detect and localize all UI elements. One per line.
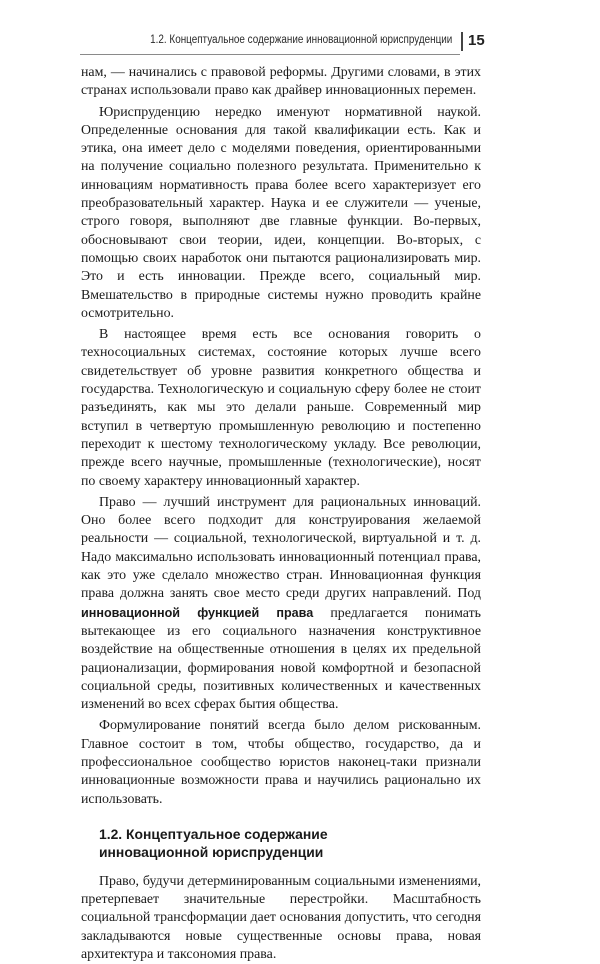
paragraph-text: предлагается понимать вытекающее из его социального назначения конструктивное воздействие на общественные отношения в целях их предельной рационализации, формирования новой комфортной и безопасной социальной среды, позитивных количественных и качественных изменений во всех сферах бытия общества. (81, 605, 482, 713)
defined-term: инновационной функцией права (81, 605, 314, 620)
running-header-title: 1.2. Концептуальное содержание инновационной юриспруденции (149, 34, 452, 46)
paragraph: В настоящее время есть все основания говорить о техносоциальных системах, состояние которых лучше всего свидетельствует об уровне развития конкретного общества и государства. Технологическую и социальную сферу более не стоит разъединять, как мы это делали раньше. Современный мир вступил в четвертую промышленную революцию и постепенно переходит к шестому технологическому укладу. Все революции, прежде всего научные, промышленные (технологические), носят по своему характеру инновационный характер. (81, 327, 481, 489)
paragraph-with-term (81, 494, 481, 715)
paragraph-text: Право — лучший инструмент для рациональных инноваций. Оно более всего подходит для конструирования желаемой реальности — социальной, технологической, виртуальной и т. д. Надо максимально использовать инновационный потенциал права, как это уже сделало множество стран. Инновационная функция права должна занять свое место среди других направлений. Под (81, 494, 481, 602)
section-heading-line: инновационной юриспруденции (99, 843, 324, 860)
paragraph: Формулирование понятий всегда было делом рискованным. Главное состоит в том, чтобы общество, государство, да и профессиональное сообщество юристов наконец-таки признали инновационные возможности права и научились рационально их использовать. (81, 718, 481, 807)
paragraph-continued: нам, — начинались с правовой реформы. Другими словами, в этих странах использовали право как драйвер инновационных перемен. (81, 65, 481, 99)
header-rule (80, 54, 460, 55)
page-number: 15 (468, 32, 485, 49)
header-divider (461, 32, 463, 51)
section-heading (99, 825, 481, 861)
paragraph: Право, будучи детерминированным социальными изменениями, претерпевает значительные перестройки. Масштабность социальной трансформации дает основания допустить, что сегодня закладываются новые существенные основы права, новая архитектура и таксономия права. (81, 873, 481, 963)
paragraph: Юриспруденцию нередко именуют нормативной наукой. Определенные основания для такой квалификации есть. Как и этика, она имеет дело с моделями поведения, ориентированными на получение социально полезного результата. Применительно к инновациям нормативность права более всего характеризует его преобразовательный характер. Наука и ее служители — ученые, строго говоря, выполняют две главные функции. Во-первых, обосновывают свои теории, идеи, концепции. Во-вторых, с помощью своих наработок они пытаются рационализировать мир. Это и есть инновации. Прежде всего, социальный мир. Вмешательство в природные системы нужно проводить крайне осмотрительно. (81, 104, 481, 321)
running-header (0, 30, 600, 56)
section-heading-line: 1.2. Концептуальное содержание (99, 825, 328, 842)
page-body (81, 64, 481, 964)
